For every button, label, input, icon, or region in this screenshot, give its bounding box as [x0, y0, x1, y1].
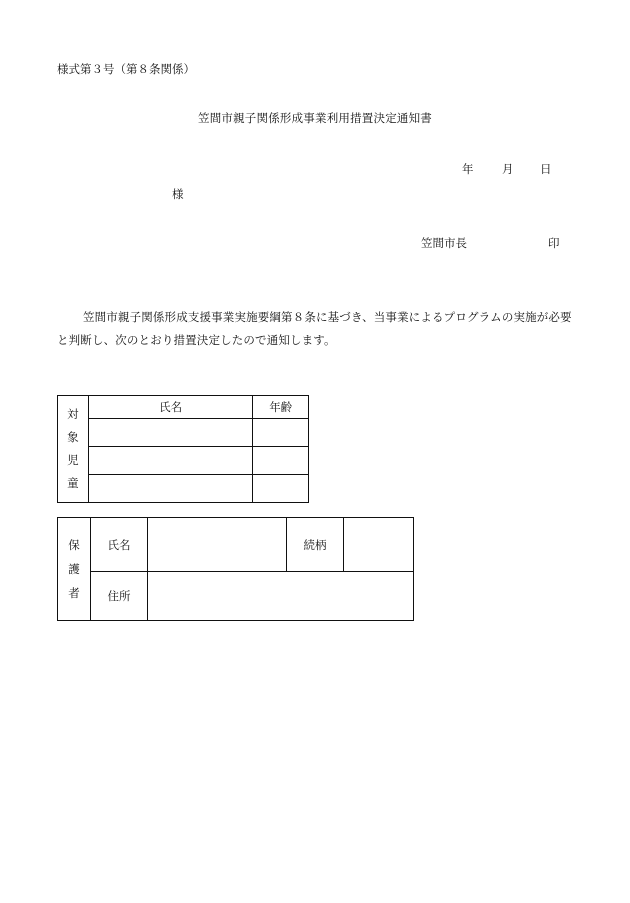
- guardian-side-char: 者: [68, 586, 80, 600]
- table-row: [58, 475, 309, 503]
- child-name-cell[interactable]: [88, 419, 253, 447]
- child-side-char: 児: [67, 453, 79, 467]
- guardian-side-char: 保: [68, 538, 80, 552]
- table-row: [58, 419, 309, 447]
- seal-mark: 印: [548, 236, 560, 250]
- guardian-side-label: [58, 518, 91, 621]
- child-name-header: 氏名: [88, 396, 253, 419]
- guardian-side-char: 護: [68, 562, 80, 576]
- child-name-cell[interactable]: [88, 447, 253, 475]
- child-age-cell[interactable]: [253, 419, 309, 447]
- guardian-relation-label: 続柄: [287, 518, 344, 572]
- child-table: [57, 395, 309, 503]
- child-side-char: 象: [67, 430, 79, 444]
- date-day-label: 日: [540, 162, 552, 176]
- guardian-table: [57, 517, 414, 621]
- guardian-address-label: 住所: [91, 572, 148, 621]
- child-age-cell[interactable]: [253, 475, 309, 503]
- recipient-honorific: 様: [172, 187, 184, 201]
- document-title: 笠間市親子関係形成事業利用措置決定通知書: [198, 111, 432, 125]
- guardian-relation-cell[interactable]: [344, 518, 414, 572]
- sender-title: 笠間市長: [421, 236, 467, 250]
- child-side-label: [58, 396, 89, 503]
- child-side-char: 対: [67, 407, 79, 421]
- date-month-label: 月: [502, 162, 514, 176]
- child-age-cell[interactable]: [253, 447, 309, 475]
- guardian-address-cell[interactable]: [148, 572, 414, 621]
- child-side-char: 童: [67, 476, 79, 490]
- date-year-label: 年: [462, 162, 474, 176]
- form-number: 様式第３号（第８条関係）: [57, 62, 195, 76]
- table-row: [58, 447, 309, 475]
- guardian-name-label: 氏名: [91, 518, 148, 572]
- guardian-name-cell[interactable]: [148, 518, 287, 572]
- child-age-header: 年齢: [253, 396, 309, 419]
- notice-body-text: 笠間市親子関係形成支援事業実施要綱第８条に基づき、当事業によるプログラムの実施が必要と判断し、次のとおり措置決定したので通知します。: [57, 310, 572, 347]
- child-name-cell[interactable]: [88, 475, 253, 503]
